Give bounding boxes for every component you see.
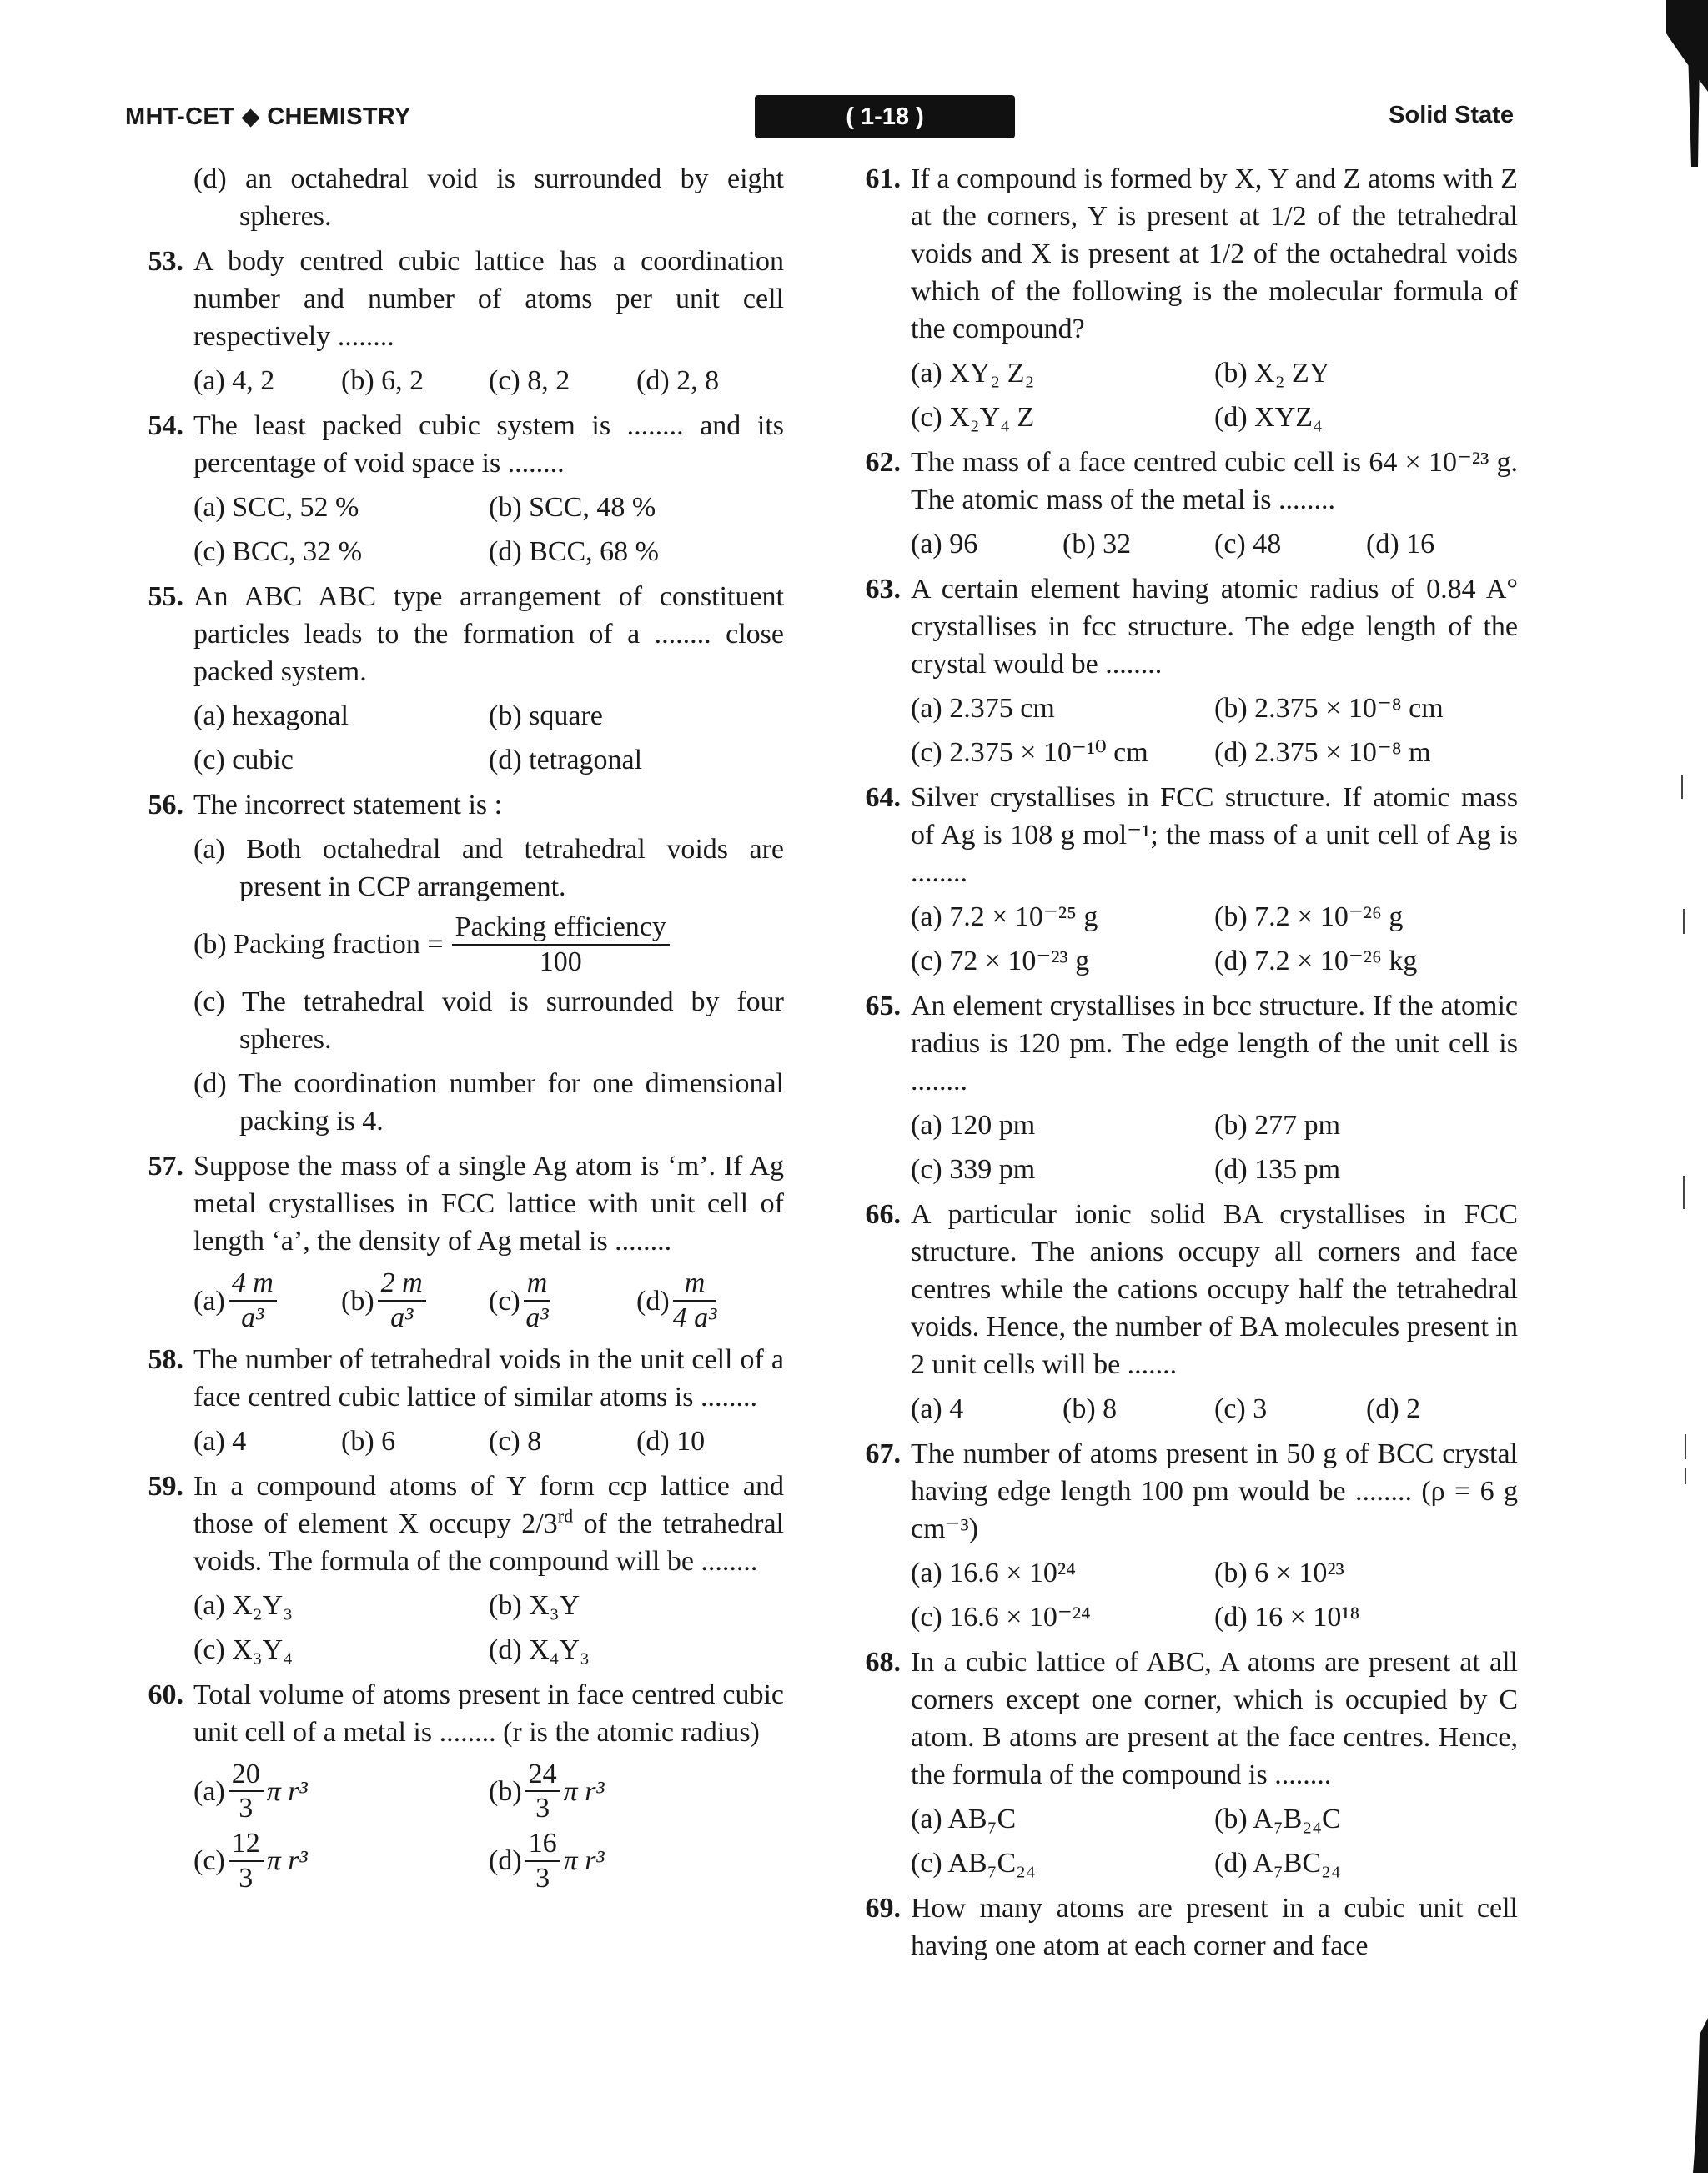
question-text: Silver crystallises in FCC structure. If atomic mass of Ag is 108 g mol⁻¹; the mass of a unit cell of Ag is ........ xyxy=(911,782,1518,888)
question-number: 69. xyxy=(865,1893,901,1924)
question-number: 67. xyxy=(865,1438,901,1469)
fraction-numerator: 2 m xyxy=(378,1268,426,1302)
option-label: (d) xyxy=(489,1845,522,1877)
fraction-numerator: 16 xyxy=(525,1829,560,1862)
option-label: (c) xyxy=(193,1845,225,1877)
question-text-part: In a compound atoms of Y form ccp lattice and those of element X occupy 2/3 xyxy=(193,1470,784,1539)
fraction-numerator: m xyxy=(673,1268,717,1302)
option-c xyxy=(193,1829,489,1893)
fraction-denominator: a³ xyxy=(241,1302,264,1334)
option-c: (c) BCC, 32 % xyxy=(193,536,363,567)
question-number: 66. xyxy=(865,1199,901,1230)
option-d xyxy=(489,1829,784,1893)
question-text: How many atoms are present in a cubic unit cell having one atom at each corner and face xyxy=(911,1893,1518,1961)
option-label: (a) xyxy=(193,1285,225,1317)
option-d: (d) 16 xyxy=(1366,529,1435,560)
fraction-denominator: 3 xyxy=(239,1793,254,1824)
question-text: In a cubic lattice of ABC, A atoms are present at all corners except one corner, which is occupied by C atom. B atoms are present at the face centres. Hence, the formula of the compound is ........ xyxy=(911,1647,1518,1790)
question-52-continuation xyxy=(125,160,784,235)
question-62 xyxy=(842,444,1518,563)
pi-r-cubed: π r³ xyxy=(266,1775,308,1807)
option-d: (d) 2 xyxy=(1366,1393,1421,1424)
option-d: (d) 2.375 × 10⁻⁸ m xyxy=(1214,737,1431,768)
option-d: (d) The coordination number for one dimensional packing is 4. xyxy=(193,1068,784,1137)
question-text xyxy=(193,1468,784,1580)
option-c: (c) cubic xyxy=(193,745,294,775)
option-d: (d) 7.2 × 10⁻²⁶ kg xyxy=(1214,946,1418,976)
question-61 xyxy=(842,160,1518,436)
question-number: 60. xyxy=(148,1679,183,1710)
option-c: (c) X₃Y₄ xyxy=(193,1634,294,1665)
question-56 xyxy=(125,786,784,1140)
option-a xyxy=(193,1268,341,1332)
fraction-numerator: 4 m xyxy=(229,1268,277,1302)
option-a: (a) 4, 2 xyxy=(193,365,275,396)
option-c: (c) X₂Y₄ Z xyxy=(911,402,1035,433)
packing-fraction xyxy=(452,912,670,976)
option-a xyxy=(193,1759,489,1824)
option-c: (c) 3 xyxy=(1214,1393,1268,1424)
question-63 xyxy=(842,570,1518,771)
question-69 xyxy=(842,1889,1518,1965)
option-b: (b) 8 xyxy=(1062,1393,1118,1424)
option-b: (b) X₂ ZY xyxy=(1214,358,1330,389)
fraction-numerator: 12 xyxy=(229,1829,264,1862)
option-a: (a) 2.375 cm xyxy=(911,693,1055,724)
option-b xyxy=(193,912,784,976)
option-d: (d) tetragonal xyxy=(489,745,643,775)
question-text: The number of tetrahedral voids in the unit cell of a face centred cubic lattice of similar atoms is ........ xyxy=(193,1343,784,1413)
option-a: (a) 7.2 × 10⁻²⁵ g xyxy=(911,901,1098,932)
question-text: The number of atoms present in 50 g of BCC crystal having edge length 100 pm would be ........ (ρ = 6 g cm⁻³) xyxy=(911,1438,1518,1544)
question-53 xyxy=(125,243,784,399)
option-d: (d) 2, 8 xyxy=(636,365,720,396)
chapter-title: Solid State xyxy=(1389,102,1514,128)
scan-binding-edge xyxy=(1616,0,1708,2173)
question-60 xyxy=(125,1676,784,1894)
question-66 xyxy=(842,1196,1518,1428)
question-number: 57. xyxy=(148,1151,183,1182)
question-text: The incorrect statement is : xyxy=(193,790,503,821)
question-text: The mass of a face centred cubic cell is 64 × 10⁻²³ g. The atomic mass of the metal is ........ xyxy=(911,447,1518,515)
question-number: 55. xyxy=(148,581,183,612)
fraction-denominator: 4 a³ xyxy=(672,1302,717,1334)
option-b: (b) 277 pm xyxy=(1214,1110,1341,1141)
option-b xyxy=(489,1759,784,1824)
pi-r-cubed: π r³ xyxy=(266,1845,308,1877)
pi-r-cubed: π r³ xyxy=(563,1845,605,1877)
question-text: An element crystallises in bcc structure. If the atomic radius is 120 pm. The edge length of the unit cell is ........ xyxy=(911,991,1518,1097)
option-b: (b) X₃Y xyxy=(489,1589,580,1621)
option-d xyxy=(636,1268,784,1332)
fraction-denominator: a³ xyxy=(525,1302,549,1334)
question-number: 59. xyxy=(148,1470,183,1502)
option-a: (a) X₂Y₃ xyxy=(193,1589,294,1621)
page-header xyxy=(125,98,1514,142)
question-text: The least packed cubic system is ........ and its percentage of void space is ........ xyxy=(193,410,784,479)
question-number: 68. xyxy=(865,1647,901,1678)
question-59 xyxy=(125,1468,784,1669)
option-c: (c) 8 xyxy=(489,1425,542,1457)
fraction-numerator: m xyxy=(524,1268,551,1302)
question-number: 56. xyxy=(148,790,183,821)
question-text: Total volume of atoms present in face centred cubic unit cell of a metal is ........ (r is the atomic radius) xyxy=(193,1679,784,1748)
fraction-numerator: 24 xyxy=(525,1759,560,1793)
question-text: A certain element having atomic radius of 0.84 A° crystallises in fcc structure. The edge length of the crystal would be ........ xyxy=(911,574,1518,680)
right-column xyxy=(842,160,1518,1972)
fraction-numerator: Packing efficiency xyxy=(452,912,670,946)
ordinal-superscript: rd xyxy=(557,1505,574,1527)
pi-r-cubed: π r³ xyxy=(563,1775,605,1807)
option-b: (b) square xyxy=(489,700,603,731)
option-b: (b) 6 × 10²³ xyxy=(1214,1558,1344,1588)
option-c: (c) 72 × 10⁻²³ g xyxy=(911,946,1090,976)
question-text: A particular ionic solid BA crystallises in FCC structure. The anions occupy all corners and face centres while the cations occupy half the tetrahedral voids. Hence, the number of BA molecules present in 2 unit cells will be ....... xyxy=(911,1199,1518,1380)
question-number: 65. xyxy=(865,991,901,1021)
question-64 xyxy=(842,779,1518,980)
question-text: If a compound is formed by X, Y and Z atoms with Z at the corners, Y is present at 1/2 of the tetrahedral voids and X is present at 1/2 of the octahedral voids which of the following is the molecular formula of the compound? xyxy=(911,163,1518,344)
option-b xyxy=(341,1268,489,1332)
question-number: 63. xyxy=(865,574,901,605)
option-c: (c) AB₇C₂₄ xyxy=(911,1848,1036,1879)
option-label: (b) xyxy=(341,1285,374,1317)
question-65 xyxy=(842,987,1518,1188)
question-57 xyxy=(125,1147,784,1332)
fraction-denominator: 100 xyxy=(539,946,582,977)
question-number: 61. xyxy=(865,163,901,194)
fraction-denominator: a³ xyxy=(390,1302,414,1334)
fraction-denominator: 3 xyxy=(535,1862,550,1894)
fraction-denominator: 3 xyxy=(535,1793,550,1824)
option-label: (c) xyxy=(489,1285,520,1317)
option-b: (b) 6 xyxy=(341,1425,396,1457)
option-a: (a) XY₂ Z₂ xyxy=(911,358,1035,389)
fraction-denominator: 3 xyxy=(239,1862,254,1894)
option-a: (a) Both octahedral and tetrahedral voids are present in CCP arrangement. xyxy=(193,834,784,902)
question-text: Suppose the mass of a single Ag atom is ‘m’. If Ag metal crystallises in FCC lattice with unit cell of length ‘a’, the density of Ag metal is ........ xyxy=(193,1151,784,1257)
option-a: (a) 4 xyxy=(193,1425,247,1457)
option-a: (a) 96 xyxy=(911,529,978,560)
option-b: (b) SCC, 48 % xyxy=(489,492,656,523)
option-b: (b) 6, 2 xyxy=(341,365,424,396)
option-d: (d) A₇BC₂₄ xyxy=(1214,1848,1341,1879)
question-number: 64. xyxy=(865,782,901,813)
left-column xyxy=(125,160,784,1901)
option-d: (d) XYZ₄ xyxy=(1214,402,1323,433)
option-a: (a) 4 xyxy=(911,1393,964,1424)
option-c xyxy=(489,1268,636,1332)
option-d: (d) 16 × 10¹⁸ xyxy=(1214,1602,1360,1633)
question-68 xyxy=(842,1644,1518,1882)
option-c: (c) 16.6 × 10⁻²⁴ xyxy=(911,1602,1091,1633)
fraction-numerator: 20 xyxy=(229,1759,264,1793)
option-d: (d) an octahedral void is surrounded by eight spheres. xyxy=(193,163,784,232)
question-text: An ABC ABC type arrangement of constituent particles leads to the formation of a ........ close packed system. xyxy=(193,581,784,687)
question-number: 53. xyxy=(148,246,183,277)
question-text: A body centred cubic lattice has a coordination number and number of atoms per unit cell respectively ........ xyxy=(193,246,784,352)
option-b-prefix: (b) Packing fraction = xyxy=(193,929,444,961)
option-d: (d) 10 xyxy=(636,1425,706,1457)
option-a: (a) hexagonal xyxy=(193,700,349,731)
option-label: (b) xyxy=(489,1775,522,1807)
question-55 xyxy=(125,578,784,779)
option-c: (c) 48 xyxy=(1214,529,1282,560)
option-d: (d) 135 pm xyxy=(1214,1154,1341,1185)
option-d: (d) X₄Y₃ xyxy=(489,1634,590,1665)
question-text-part: of the tetrahedral voids. The formula of the compound will be ........ xyxy=(193,1508,784,1577)
question-number: 62. xyxy=(865,447,901,478)
question-54 xyxy=(125,407,784,570)
option-a: (a) 120 pm xyxy=(911,1110,1036,1141)
option-a: (a) SCC, 52 % xyxy=(193,492,359,523)
option-c: (c) 2.375 × 10⁻¹⁰ cm xyxy=(911,737,1148,768)
option-a: (a) 16.6 × 10²⁴ xyxy=(911,1558,1076,1588)
question-58 xyxy=(125,1341,784,1460)
question-67 xyxy=(842,1435,1518,1636)
page-number-badge: ( 1-18 ) xyxy=(755,95,1015,138)
option-b: (b) 7.2 × 10⁻²⁶ g xyxy=(1214,901,1404,932)
question-number: 58. xyxy=(148,1343,183,1375)
option-b: (b) 2.375 × 10⁻⁸ cm xyxy=(1214,693,1444,724)
option-c: (c) 339 pm xyxy=(911,1154,1036,1185)
book-title: MHT-CET ◆ CHEMISTRY xyxy=(125,103,411,130)
question-number: 54. xyxy=(148,410,183,441)
option-label: (a) xyxy=(193,1775,225,1807)
option-c: (c) The tetrahedral void is surrounded by four spheres. xyxy=(193,986,784,1056)
option-b: (b) A₇B₂₄C xyxy=(1214,1804,1341,1834)
option-label: (d) xyxy=(636,1285,670,1317)
option-a: (a) AB₇C xyxy=(911,1804,1017,1834)
option-d: (d) BCC, 68 % xyxy=(489,536,659,567)
option-b: (b) 32 xyxy=(1062,529,1132,560)
option-c: (c) 8, 2 xyxy=(489,365,570,396)
